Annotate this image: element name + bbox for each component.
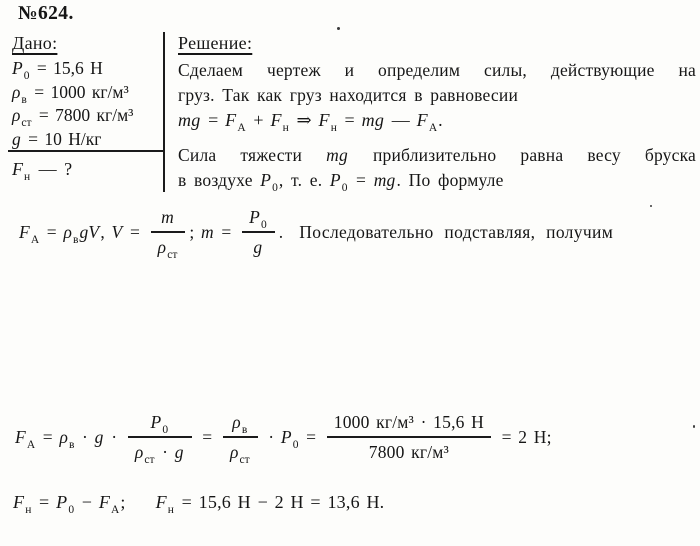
calculation-equation-buoyancy: $F_А = \rho_в \cdot g$ · $\frac{P_0}{\rho_{ст} \cdot g}$ = $\frac{\rho_в}{\rho_{ст}}$ · $P_0$ = $\frac{\text{1000 кг/м³ · 15,6 Н}}{\text{7800 кг/м³}}$ = 2 Н;: [15, 412, 552, 466]
scan-speck: [693, 425, 695, 428]
given-row-g: g = 10 Н/кг: [12, 128, 102, 149]
given-label: Дано:: [12, 33, 58, 53]
calculation-equation-result: $F_н = P_0 - F_А$; $F_н = 15,6$ Н − 2 Н = 13,6 Н.: [13, 492, 385, 516]
given-row-rho-steel: $\rho_{ст} = 7800$ кг/м³: [12, 105, 134, 129]
solution-line-1: Сделаем чертеж и определим силы, действующие на: [178, 60, 696, 80]
given-row-p0: $P_0 = 15,6$ Н: [12, 58, 103, 82]
archimedes-formula-line: $F_А = \rho_вgV$, V = $\frac{m}{\rho_{ст}}$ ; m = $\frac{P_0}{g}$ . Последовательно подставляя, получим: [19, 207, 614, 261]
given-find-unknown: $F_н$ — ?: [12, 159, 73, 183]
solution-line-3: Сила тяжести mg приблизительно равна весу бруска: [178, 145, 696, 165]
given-values: [12, 57, 133, 151]
scan-speck: [650, 205, 652, 207]
solution-label: Решение:: [178, 33, 253, 53]
given-separator-line: [8, 150, 164, 152]
solution-line-4: в воздухе $P_0$, т. е. $P_0$ = mg. По формуле: [178, 170, 504, 194]
solution-line-2: груз. Так как груз находится в равновесии: [178, 85, 519, 105]
given-solution-divider-line: [163, 32, 165, 192]
problem-number: №624.: [18, 3, 74, 24]
equilibrium-equation: mg = $F_А + F_н$ ⇒ $F_н$ = mg — $F_А$.: [178, 110, 443, 134]
given-row-rho-water: $\rho_в = 1000$ кг/м³: [12, 81, 129, 106]
scan-speck: [337, 27, 340, 30]
